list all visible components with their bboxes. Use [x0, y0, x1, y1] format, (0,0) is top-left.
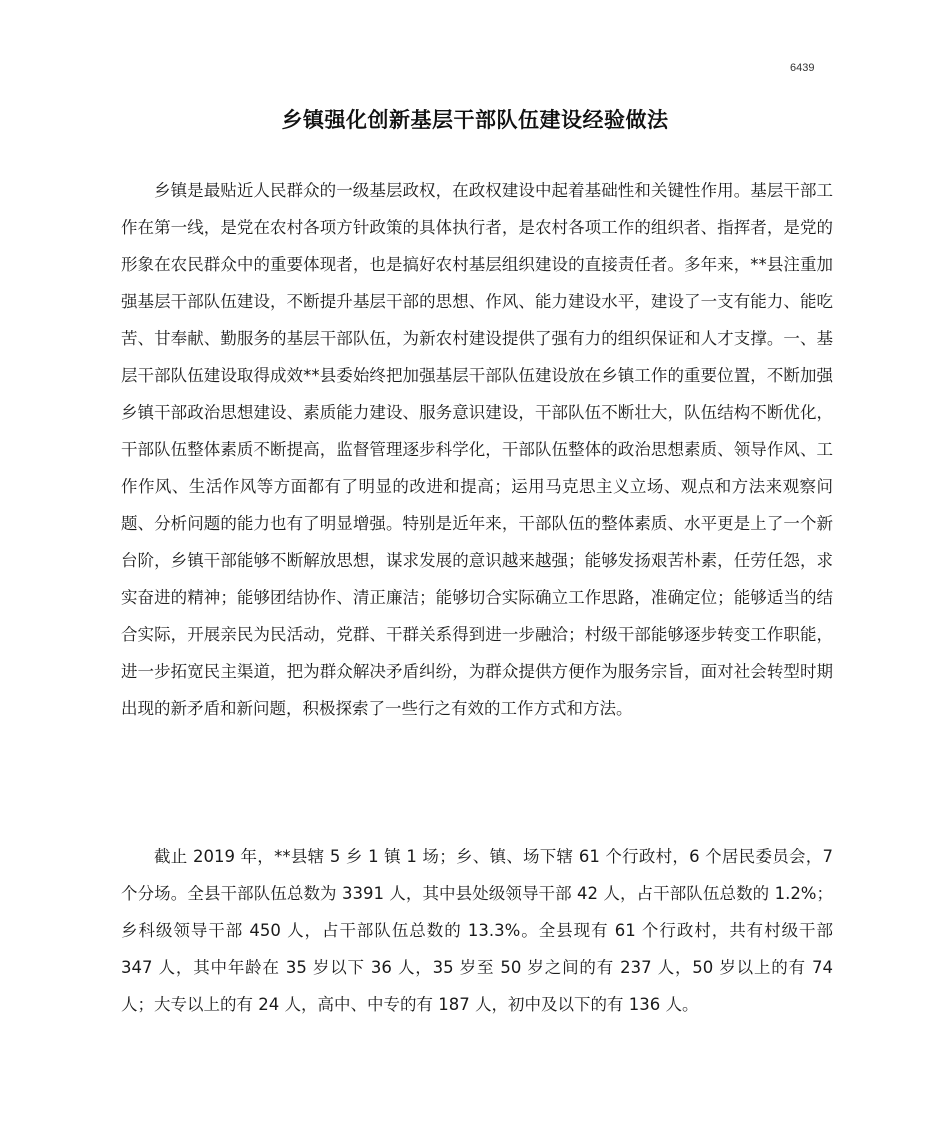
document-title: 乡镇强化创新基层干部队伍建设经验做法	[281, 108, 669, 133]
page-number: 6439	[790, 62, 815, 74]
body-paragraph-intro: 乡镇是最贴近人民群众的一级基层政权，在政权建设中起着基础性和关键性作用。基层干部工作在第一线，是党在农村各项方针政策的具体执行者，是农村各项工作的组织者、指挥者，是党的形象在农民群众中的重要体现者，也是搞好农村基层组织建设的直接责任者。多年来，**县注重加强基层干部队伍建设，不断提升基层干部的思想、作风、能力建设水平，建设了一支有能力、能吃苦、甘奉献、勤服务的基层干部队伍，为新农村建设提供了强有力的组织保证和人才支撑。一、基层干部队伍建设取得成效**县委始终把加强基层干部队伍建设放在乡镇工作的重要位置，不断加强乡镇干部政治思想建设、素质能力建设、服务意识建设，干部队伍不断壮大，队伍结构不断优化，干部队伍整体素质不断提高，监督管理逐步科学化，干部队伍整体的政治思想素质、领导作风、工作作风、生活作风等方面都有了明显的改进和提高；运用马克思主义立场、观点和方法来观察问题、分析问题的能力也有了明显增强。特别是近年来，干部队伍的整体素质、水平更是上了一个新台阶，乡镇干部能够不断解放思想，谋求发展的意识越来越强；能够发扬艰苦朴素，任劳任怨，求实奋进的精神；能够团结协作、清正廉洁；能够切合实际确立工作思路，准确定位；能够适当的结合实际，开展亲民为民活动，党群、干群关系得到进一步融洽；村级干部能够逐步转变工作职能，进一步拓宽民主渠道，把为群众解决矛盾纠纷，为群众提供方便作为服务宗旨，面对社会转型时期出现的新矛盾和新问题，积极探索了一些行之有效的工作方式和方法。	[121, 181, 833, 718]
body-paragraph-statistics: 截止 2019 年，**县辖 5 乡 1 镇 1 场；乡、镇、场下辖 61 个行政村，6 个居民委员会，7 个分场。全县干部队伍总数为 3391 人，其中县处级领导干部 42 人，占干部队伍总数的 1.2%；乡科级领导干部 450 人，占干部队伍总数的 13.3%。全县现有 61 个行政村，共有村级干部 347 人，其中年龄在 35 岁以下 36 人，35 岁至 50 岁之间的有 237 人，50 岁以上的有 74 人；大专以上的有 24 人，高中、中专的有 187 人，初中及以下的有 136 人。	[121, 847, 833, 1014]
